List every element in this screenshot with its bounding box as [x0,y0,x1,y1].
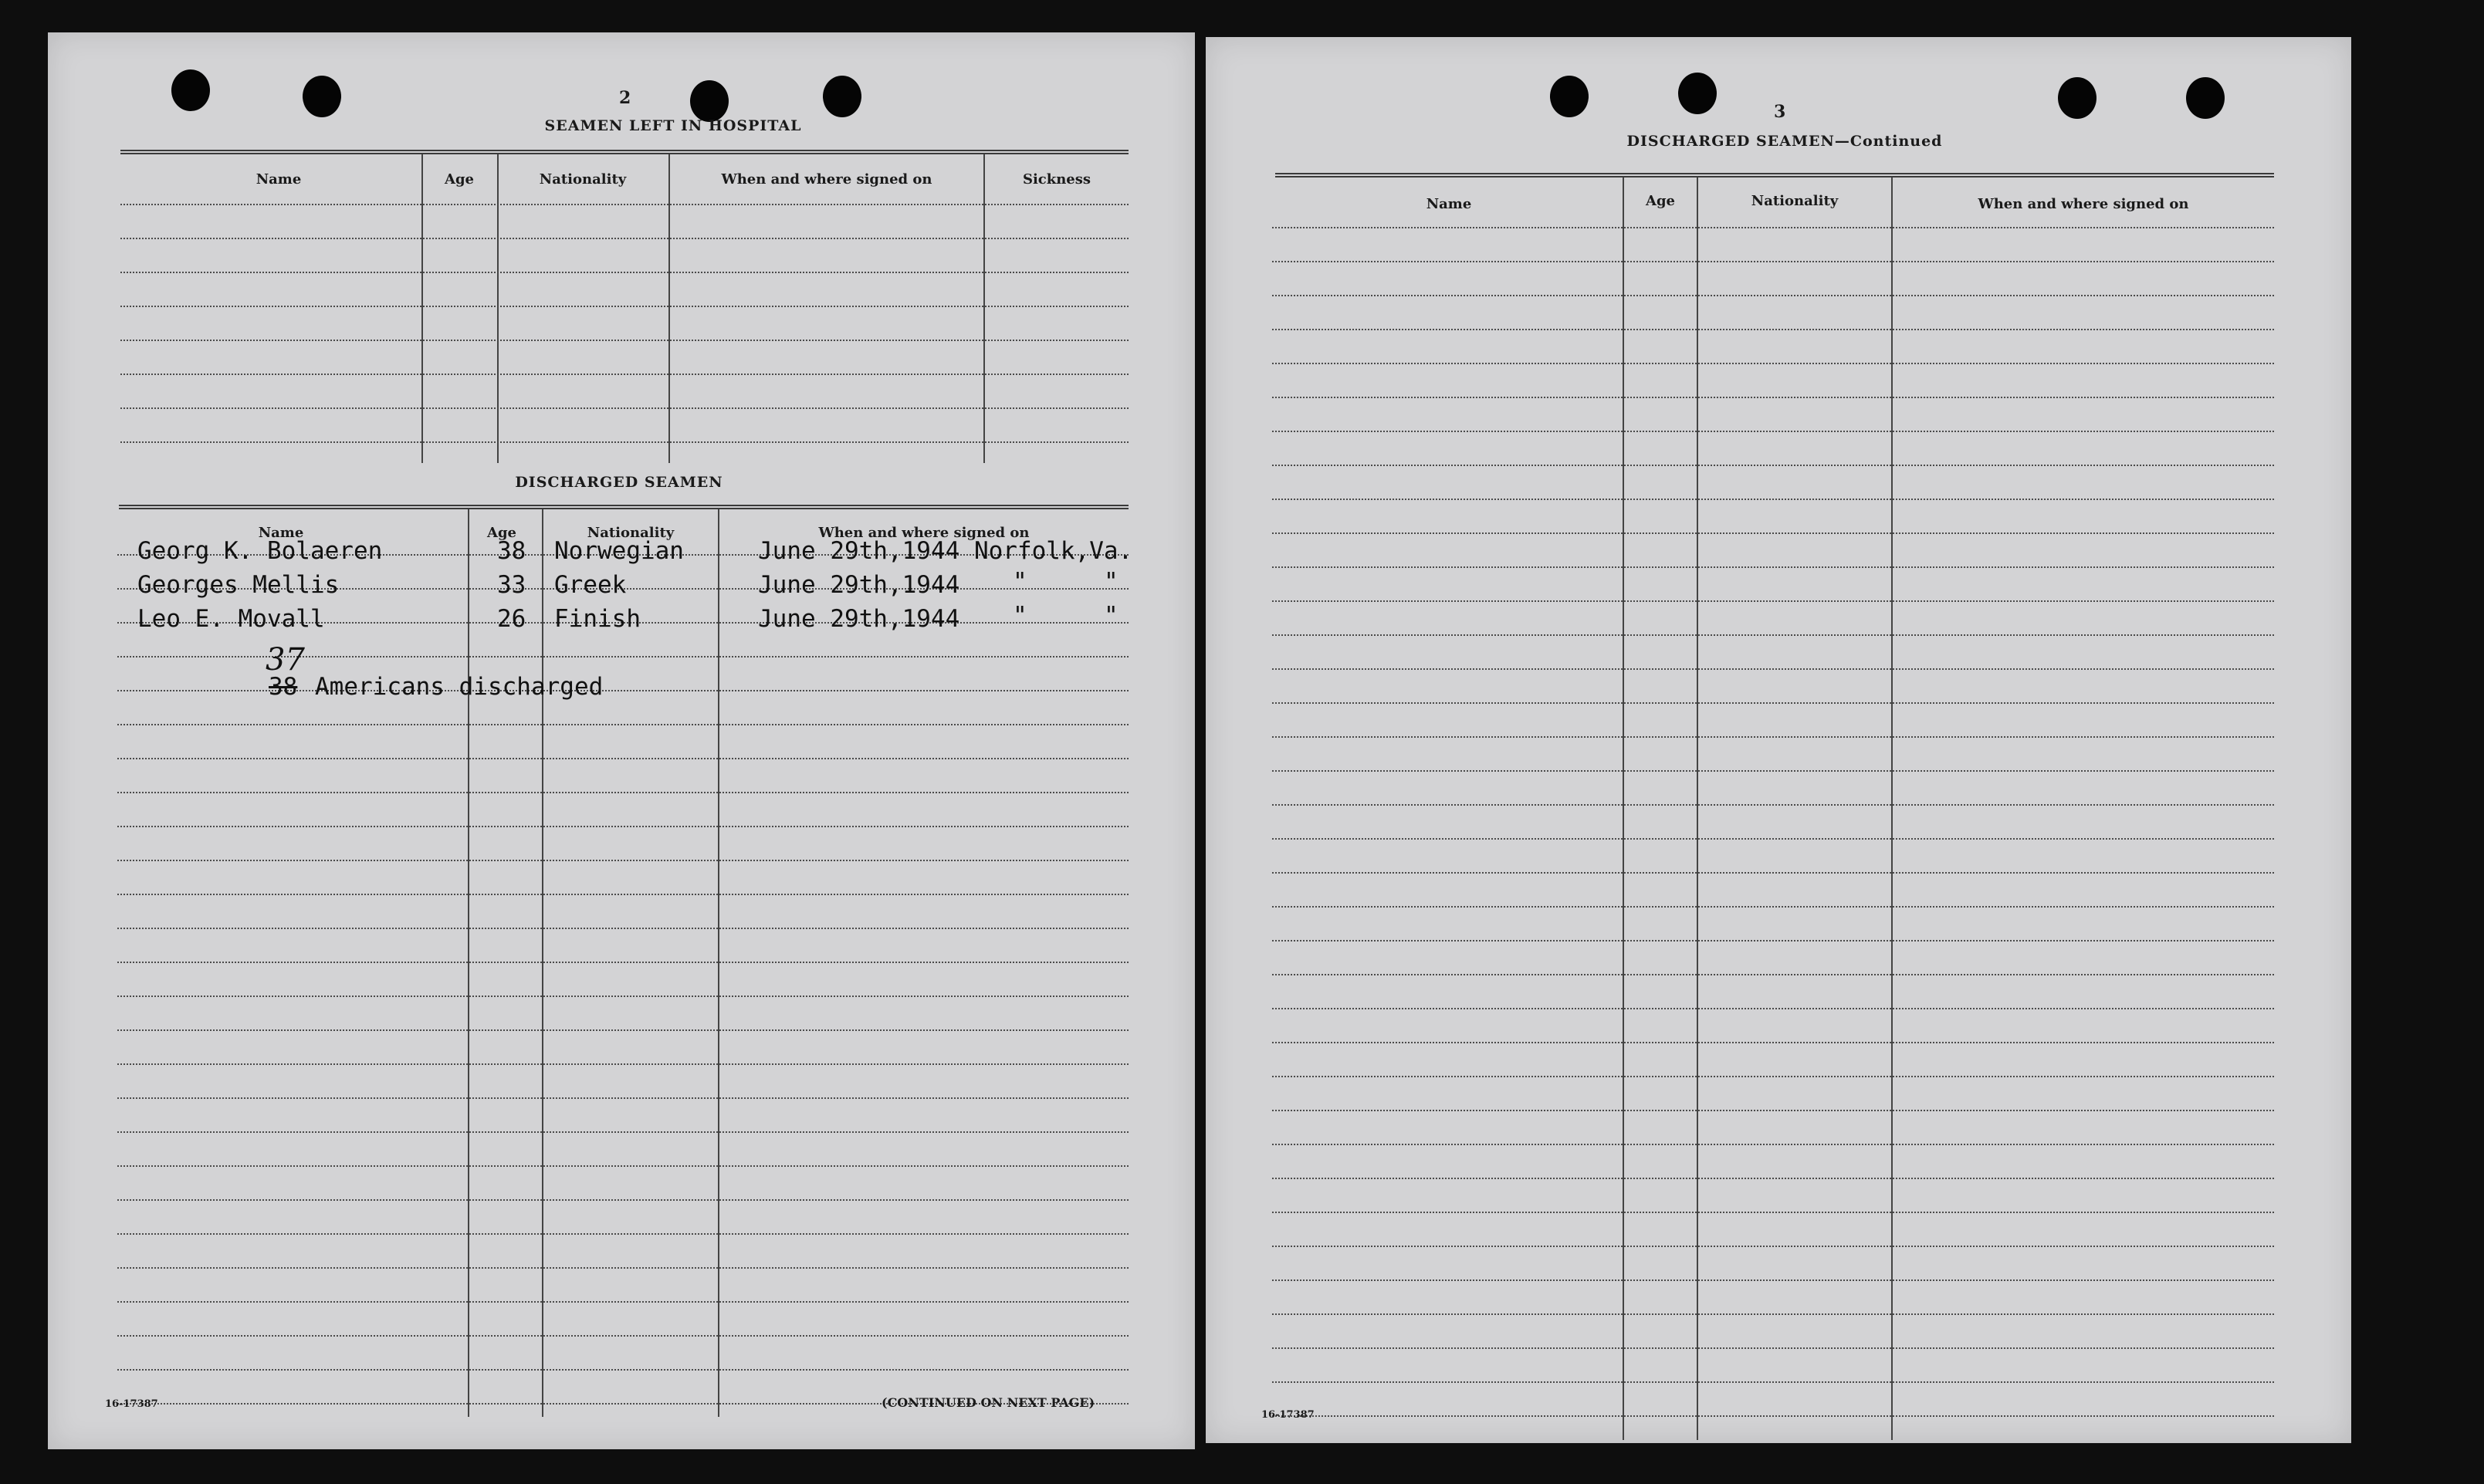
table-ruled-line [1272,1313,2274,1315]
table-ruled-line [117,758,1129,759]
seaman-age: 33 [497,571,526,599]
col-header-signed-on: When and where signed on [818,525,1030,541]
table-ruled-line [1272,397,2274,398]
table-ruled-line [120,441,1129,443]
table-ruled-line [1272,804,2274,806]
seaman-signed-on: June 29th,1944 [758,605,960,633]
seaman-age: 38 [497,537,526,565]
col-header-name: Name [258,525,304,541]
col-header-name: Name [256,171,302,188]
column-divider [421,154,423,463]
table-ruled-line [1272,295,2274,296]
column-divider [1697,177,1698,1440]
table-ruled-line [117,1369,1129,1371]
table-ruled-line [1272,702,2274,704]
form-number: 16-17387 [105,1398,158,1410]
ditto-mark: " [1013,602,1027,630]
hospital-section-title: SEAMEN LEFT IN HOSPITAL [544,117,802,134]
punch-hole [1678,73,1717,114]
table-ruled-line [1272,261,2274,262]
page-number: 3 [1774,102,1786,122]
ditto-mark: " [1104,602,1118,630]
col-header-age: Age [486,525,516,541]
column-divider [497,154,499,463]
table-ruled-line [1272,1178,2274,1179]
seaman-name: Georg K. Bolaeren [137,537,383,565]
handwritten-number: 37 [266,642,305,678]
table-ruled-line [1272,940,2274,941]
table-ruled-line [1272,1008,2274,1009]
col-header-signed-on: When and where signed on [1978,196,2189,212]
col-header-nationality: Nationality [587,525,675,541]
seaman-signed-on: June 29th,1944 Norfolk,Va. [758,537,1133,565]
continued-footer: (CONTINUED ON NEXT PAGE) [882,1395,1095,1410]
table-ruled-line [117,1301,1129,1303]
table-ruled-line [117,724,1129,725]
table-ruled-line [1272,499,2274,500]
column-divider [1891,177,1893,1440]
col-header-name: Name [1426,196,1472,212]
table-ruled-line [1272,736,2274,738]
table-ruled-line [117,1097,1129,1099]
table-ruled-line [1272,1246,2274,1247]
column-divider [983,154,985,463]
punch-hole [823,76,861,117]
table-ruled-line [1272,465,2274,466]
table-ruled-line [1272,872,2274,874]
table-ruled-line [1272,566,2274,568]
table-ruled-line [117,1199,1129,1201]
punch-hole [303,76,341,117]
table-ruled-line [1272,770,2274,772]
punch-hole [690,80,729,122]
table-ruled-line [117,826,1129,827]
table-ruled-line [1272,1110,2274,1111]
table-ruled-line [117,962,1129,963]
ditto-mark: " [1013,568,1027,596]
table-ruled-line [1272,906,2274,908]
left-page [48,32,1195,1449]
col-header-signed-on: When and where signed on [721,171,932,188]
table-ruled-line [120,340,1129,341]
table-ruled-line [1272,1347,2274,1349]
double-rule [120,150,1129,154]
column-divider [542,509,543,1417]
table-ruled-line [1272,532,2274,534]
form-number: 16-17387 [1261,1409,1315,1421]
column-divider [1623,177,1624,1440]
table-ruled-line [1272,431,2274,432]
table-ruled-line [1272,1042,2274,1043]
col-header-nationality: Nationality [539,171,627,188]
table-ruled-line [120,272,1129,273]
punch-hole [1550,76,1589,117]
table-ruled-line [117,996,1129,997]
table-ruled-line [1272,1076,2274,1077]
table-ruled-line [1272,1279,2274,1281]
seaman-nationality: Greek [554,571,627,599]
table-ruled-line [117,860,1129,861]
punch-hole [2058,77,2097,119]
table-ruled-line [117,792,1129,793]
column-divider [468,509,469,1417]
discharged-section-title: DISCHARGED SEAMEN [515,474,723,491]
table-ruled-line [120,407,1129,409]
table-ruled-line [120,204,1129,205]
seaman-name: Georges Mellis [137,571,340,599]
table-ruled-line [120,238,1129,239]
col-header-nationality: Nationality [1751,193,1839,209]
table-ruled-line [1272,329,2274,330]
table-ruled-line [117,1063,1129,1065]
table-ruled-line [1272,1144,2274,1145]
table-ruled-line [117,1029,1129,1031]
col-header-age: Age [444,171,474,188]
table-ruled-line [117,928,1129,929]
seaman-signed-on: June 29th,1944 [758,571,960,599]
column-divider [668,154,670,463]
table-ruled-line [1272,1381,2274,1383]
table-ruled-line [1272,227,2274,228]
ditto-mark: " [1104,568,1118,596]
table-ruled-line [117,1233,1129,1235]
col-header-age: Age [1645,193,1675,209]
table-ruled-line [120,306,1129,307]
table-ruled-line [117,1335,1129,1337]
table-ruled-line [1272,1415,2274,1417]
table-ruled-line [1272,668,2274,670]
table-ruled-line [1272,838,2274,840]
seaman-nationality: Norwegian [554,537,684,565]
column-divider [718,509,719,1417]
double-rule [1275,173,2274,177]
col-header-sickness: Sickness [1022,171,1091,188]
seaman-age: 26 [497,605,526,633]
seaman-name: Leo E. Movall [137,605,325,633]
punch-hole [171,69,210,111]
table-ruled-line [117,1165,1129,1167]
right-section-title: DISCHARGED SEAMEN—Continued [1626,133,1943,150]
table-ruled-line [1272,1212,2274,1213]
struck-number: 38 [269,673,298,701]
double-rule [119,505,1129,509]
seaman-nationality: Finish [554,605,641,633]
table-ruled-line [117,1267,1129,1269]
table-ruled-line [117,894,1129,895]
right-page [1206,37,2351,1443]
table-ruled-line [120,374,1129,375]
table-ruled-line [1272,363,2274,364]
table-ruled-line [1272,634,2274,636]
page-number: 2 [619,88,631,108]
table-ruled-line [117,1131,1129,1133]
table-ruled-line [1272,600,2274,602]
table-ruled-line [1272,974,2274,975]
punch-hole [2186,77,2225,119]
discharge-note: Americans discharged [315,673,604,701]
